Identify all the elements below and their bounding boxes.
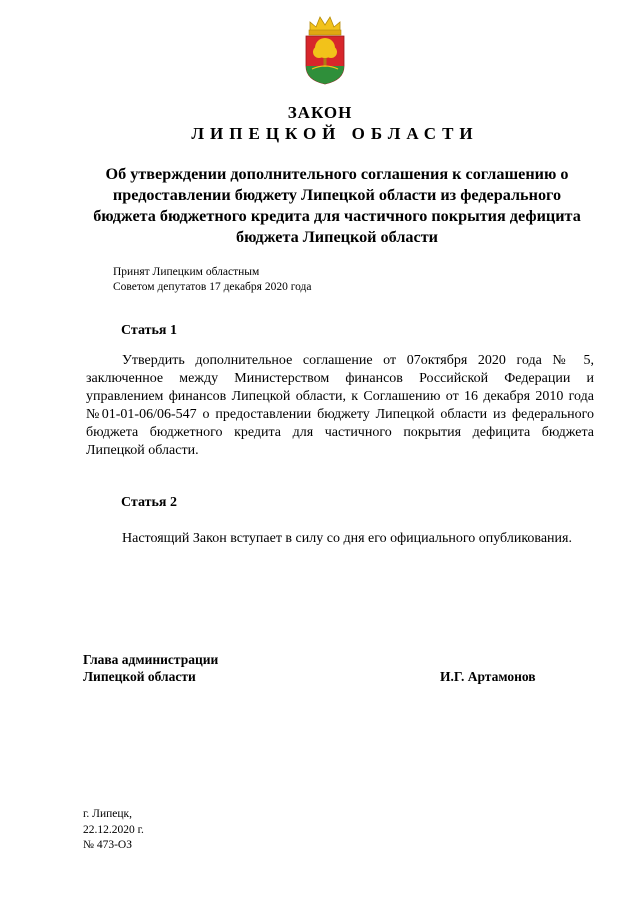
adoption-note [113,265,312,295]
adoption-line-2: Советом депутатов 17 декабря 2020 года [113,281,312,293]
lipetsk-oblast-coat-of-arms-icon [302,14,348,86]
document-footer [83,807,144,854]
article-1-text: Утвердить дополнительное соглашение от 07октября 2020 года № 5, заключенное между Министерством финансов Российской Федерации и управлением финансов Липецкой области, к Соглашению от 16 декабря 2010 года №01-01-06/06-547 о предоставлении бюджету Липецкой области из федерального бюджета бюджетного кредита для частичного покрытия дефицита бюджета Липецкой области. [86,353,594,458]
region-title: ЛИПЕЦКОЙ ОБЛАСТИ [191,124,479,143]
footer-date: 22.12.2020 г. [83,823,144,836]
adoption-line-1: Принят Липецким областным [113,266,260,278]
law-title: ЗАКОН [287,103,353,122]
footer-city: г. Липецк, [83,808,132,820]
signatory-position-line-1: Глава администрации [83,652,219,667]
footer-number: № 473-ОЗ [83,839,132,851]
article-2-text: Настоящий Закон вступает в силу со дня его официального опубликования. [122,531,572,546]
law-subject: Об утверждении дополнительного соглашения к соглашению о предоставлении бюджету Липецкой области из федерального бюджета бюджетного кредита для частичного покрытия дефицита бюджета Липецкой области [93,165,581,246]
signatory-name: И.Г. Артамонов [440,669,536,684]
article-1-heading: Статья 1 [121,323,177,338]
article-2-heading: Статья 2 [121,495,177,510]
signatory-position-line-2: Липецкой области [83,669,196,684]
signatory-position [83,651,218,685]
